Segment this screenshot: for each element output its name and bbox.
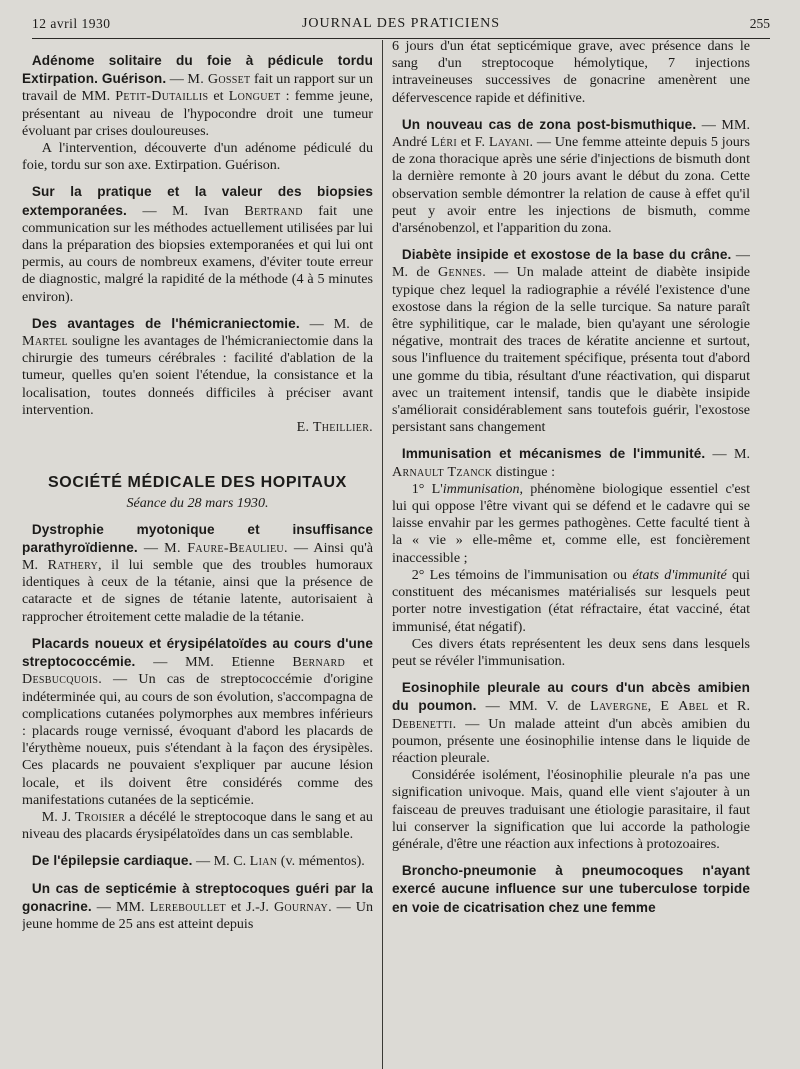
article-epilepsie: De l'épilepsie cardiaque. — M. C. Lian (v. mémentos). — [31, 853, 365, 870]
article-zona: Un nouveau cas de zona post-bismuthique. — MM. André Léri et F. Layani. — Une femme atteinte depuis 5 jours de zona thoracique après une série d'injections de bismuth dont la dernière remonte à 20 jours avant le début du zona. Cette observation semble démontrer la relation de cause à effet qu'il peut y avoir entre les injections de bismuth, comme d'arsénobenzol, et l'apparition du zona. — [392, 116, 750, 237]
signature: E. Theillier. — [296, 419, 373, 436]
article-biopsies: Sur la pratique et la valeur des biopsies extemporanées. — M. Ivan Bertrand fait une communication sur les méthodes actuellement utilisées par lui dans la préparation des biopsies extemporanées et qui lui ont permis, au cours de nombreux examens, d'éviter toute erreur de diagnostic, malgré la rapidité de la méthode (4 à 5 minutes environ). — [22, 184, 373, 305]
author: Martel — [22, 333, 68, 350]
article-hemicraniectomie: Des avantages de l'hémicraniectomie. — M. de Martel souligne les avantages de l'hémicraniectomie dans la chirurgie des tumeurs cérébrales : facilité d'ablation de la tumeur, quelles qu'en soient l'étendue, la consistance et la localisation, toutes donneés difficiles à préciser avant intervention. E. Theillier. — [22, 315, 373, 436]
list-item: 1° L'immunisation, phénomène biologique essentiel c'est lui qui oppose l'être vivant qui se défend et le cadavre qui se laisse envahir par les germes pathogènes. Cette faculté tient à la « vie » elle-même et, comme elle, est foncièrement inaccessible ; — [392, 480, 750, 566]
author: Bertrand — [244, 202, 303, 219]
society-heading: SOCIÉTÉ MÉDICALE DES HOPITAUX — [48, 474, 347, 492]
page-number: 255 — [749, 16, 770, 31]
article-paragraph: Considérée isolément, l'éosinophilie pleurale n'a pas une signification univoque. Mais, quand elle vient s'ajouter à un faisceau de preuves traduisant une étiologie parasitaire, il faut lui conserver la signification que lui accorde la pathologie générale, d'être une réaction aux infections à protozoaires. — [392, 767, 750, 852]
article-title: Des avantages de l'hémicraniectomie. — [31, 315, 300, 331]
author: Troisier — [75, 808, 126, 825]
author: Rathery — [47, 557, 99, 574]
right-column — [392, 38, 750, 1069]
session-date: Séance du 28 mars 1930. — [126, 495, 269, 512]
left-column — [22, 38, 373, 1069]
column-divider — [382, 40, 383, 1069]
article-diabete: Diabète insipide et exostose de la base du crâne. — M. de Gennes. — Un malade atteint de diabète insipide typique chez lequel la radiographie a révélé l'existence d'une exostose dans la région de la selle turcique. Sa nature paraît être syphilitique, car le malade, bien qu'ayant une sérologie négative, montrait des traces de kératite ancienne et surtout, sous l'influence du traitement spécifique, présenta tout d'abord une gomme du tibia, résultant d'une réactivation, qui disparut avec un traitement intensif, tandis que le diabète insipide s'améliorait considérablement sans toutefois guérir, l'exostose persistant sans changement — [392, 247, 750, 436]
author: Léri — [431, 134, 457, 151]
author: Layani — [488, 134, 530, 151]
article-title: Eosinophile pleurale au cours d'un abcès amibien du poumon. — [392, 680, 750, 714]
article-paragraph: Ces divers états représentent les deux sens dans lesquels peut se révéler l'immunisation. — [392, 635, 750, 669]
article-adenome: Adénome solitaire du foie à pédicule tordu Extirpation. Guérison. — M. Gosset fait un rapport sur un travail de MM. Petit-Dutaillis et Longuet : femme jeune, présentant au niveau de l'hypocondre droit une tumeur évoluant par crises douloureuses. A l'intervention, découverte d'un adénome pédiculé du foie, tordu sur son axe. Extirpation. Guérison. — [22, 53, 373, 174]
author: M. Gosset — [187, 71, 251, 88]
article-dystrophie: Dystrophie myotonique et insuffisance parathyroïdienne. — M. Faure-Beaulieu. — Ainsi qu'à M. Rathery, il lui semble que des troubles humoraux identiques à ceux de la tétanie, ainsi que la présence de cataracte et de signes de tétanie latente, autorisaient à rapprocher étroitement cette maladie de la tétanie. — [22, 521, 373, 625]
author: Desbucquois — [22, 671, 99, 688]
author: Gennes — [438, 264, 483, 281]
article-title: De l'épilepsie cardiaque. — [31, 853, 193, 869]
author: Debenetti — [392, 715, 453, 732]
author: Longuet — [228, 88, 281, 105]
author: Gournay — [273, 898, 329, 915]
issue-date: 12 avril 1930 — [32, 16, 111, 31]
author: Lereboullet — [149, 898, 226, 915]
article-broncho-pneumonie — [392, 862, 750, 917]
author: Abel — [678, 698, 709, 715]
author: Lavergne — [590, 698, 648, 715]
article-septicemie-continued: 6 jours d'un état septicémique grave, avec présence dans le sang d'un streptocoque hémolytique, 7 injections intraveineuses successives de gonacrine amenèrent une défervescence rapide et définitive. — [392, 38, 750, 106]
article-title: Immunisation et mécanismes de l'immunité. — [401, 446, 706, 462]
article-title: Diabète insipide et exostose de la base du crâne. — [401, 247, 732, 263]
author: Petit-Dutaillis — [115, 88, 209, 105]
article-title: Un cas de septicémie à streptocoques guéri par la gonacrine. — [22, 880, 373, 914]
article-title: Un nouveau cas de zona post-bismuthique. — [401, 116, 697, 132]
article-title: Dystrophie myotonique et insuffisance parathyroïdienne. — [22, 521, 373, 555]
article-title: Placards noueux et érysipélatoïdes au cours d'une streptococcémie. — [22, 635, 373, 670]
article-title: Sur la pratique et la valeur des biopsies extemporanées. — [22, 184, 373, 218]
author: Bernard — [292, 654, 346, 671]
article-title: Broncho-pneumonie à pneumocoques n'ayant exercé aucune influence sur une tuberculose torpide en voie de cicatrisation chez une femme — [392, 863, 750, 915]
author: M. Faure-Beaulieu. — [164, 539, 288, 556]
author: Lian — [249, 853, 278, 870]
article-title: Adénome solitaire du foie à pédicule tordu Extirpation. Guérison. — [22, 53, 373, 87]
list-item: 2° Les témoins de l'immunisation ou états d'immunité qui constituent des mécanismes matérialisés sur lesquels peut porter notre investigation (état réfractaire, état vacciné, état immunisé, état négatif). — [392, 566, 750, 635]
article-paragraph: A l'intervention, découverte d'un adénome pédiculé du foie, tordu sur son axe. Extirpation. Guérison. — [22, 140, 373, 174]
page-header — [32, 14, 770, 39]
article-placards: Placards noueux et érysipélatoïdes au cours d'une streptococcémie. — MM. Etienne Bernard et Desbucquois. — Un cas de streptococcémie d'origine indéterminée qui, au cours de son évolution, s'accompagna de complications cutanées polymorphes aux membres inférieurs : placards rouge vernissé, évoquant d'abord les placards de l'érythème noueux, puis s'étendant à la façon des érysipèles. Ces placards ne pouvaient s'expliquer par aucune lésion locale, et ils doivent être considérés comme des manifestations cutanées de la septicémie. M. J. Troisier a décélé le streptocoque dans le sang et au niveau des placards érysipélatoïdes dans un cas semblable. — [22, 635, 373, 843]
author: Arnault Tzanck — [392, 463, 493, 480]
journal-title: JOURNAL DES PRATICIENS — [301, 16, 501, 31]
article-immunisation: Immunisation et mécanismes de l'immunité. — M. Arnault Tzanck distingue : 1° L'immunisation, phénomène biologique essentiel c'est lui qui oppose l'être vivant qui se défend et le cadavre qui se laisse envahir par les germes pathogènes. Cette faculté tient à la « vie » elle-même et, comme elle, est foncièrement inaccessible ; 2° Les témoins de l'immunisation ou états d'immunité qui constituent des mécanismes matérialisés sur lesquels peut porter notre investigation (état réfractaire, état vacciné, état immunisé, état négatif). Ces divers états représentent les deux sens dans lesquels peut se révéler l'immunisation. — [392, 446, 750, 669]
article-septicemie: Un cas de septicémie à streptocoques guéri par la gonacrine. — MM. Lereboullet et J.-J. Gournay. — Un jeune homme de 25 ans est atteint depuis — [22, 880, 373, 932]
article-eosinophile: Eosinophile pleurale au cours d'un abcès amibien du poumon. — MM. V. de Lavergne, E Abel et R. Debenetti. — Un malade atteint d'un abcès amibien du poumon, présente une éosinophilie intense dans le liquide de réaction pleurale. Considérée isolément, l'éosinophilie pleurale n'a pas une signification univoque. Mais, quand elle vient s'ajouter à un faisceau de preuves traduisant une étiologie parasitaire, il faut lui conserver la signification que lui accorde la pathologie générale, d'être une réaction aux infections à protozoaires. — [392, 680, 750, 852]
